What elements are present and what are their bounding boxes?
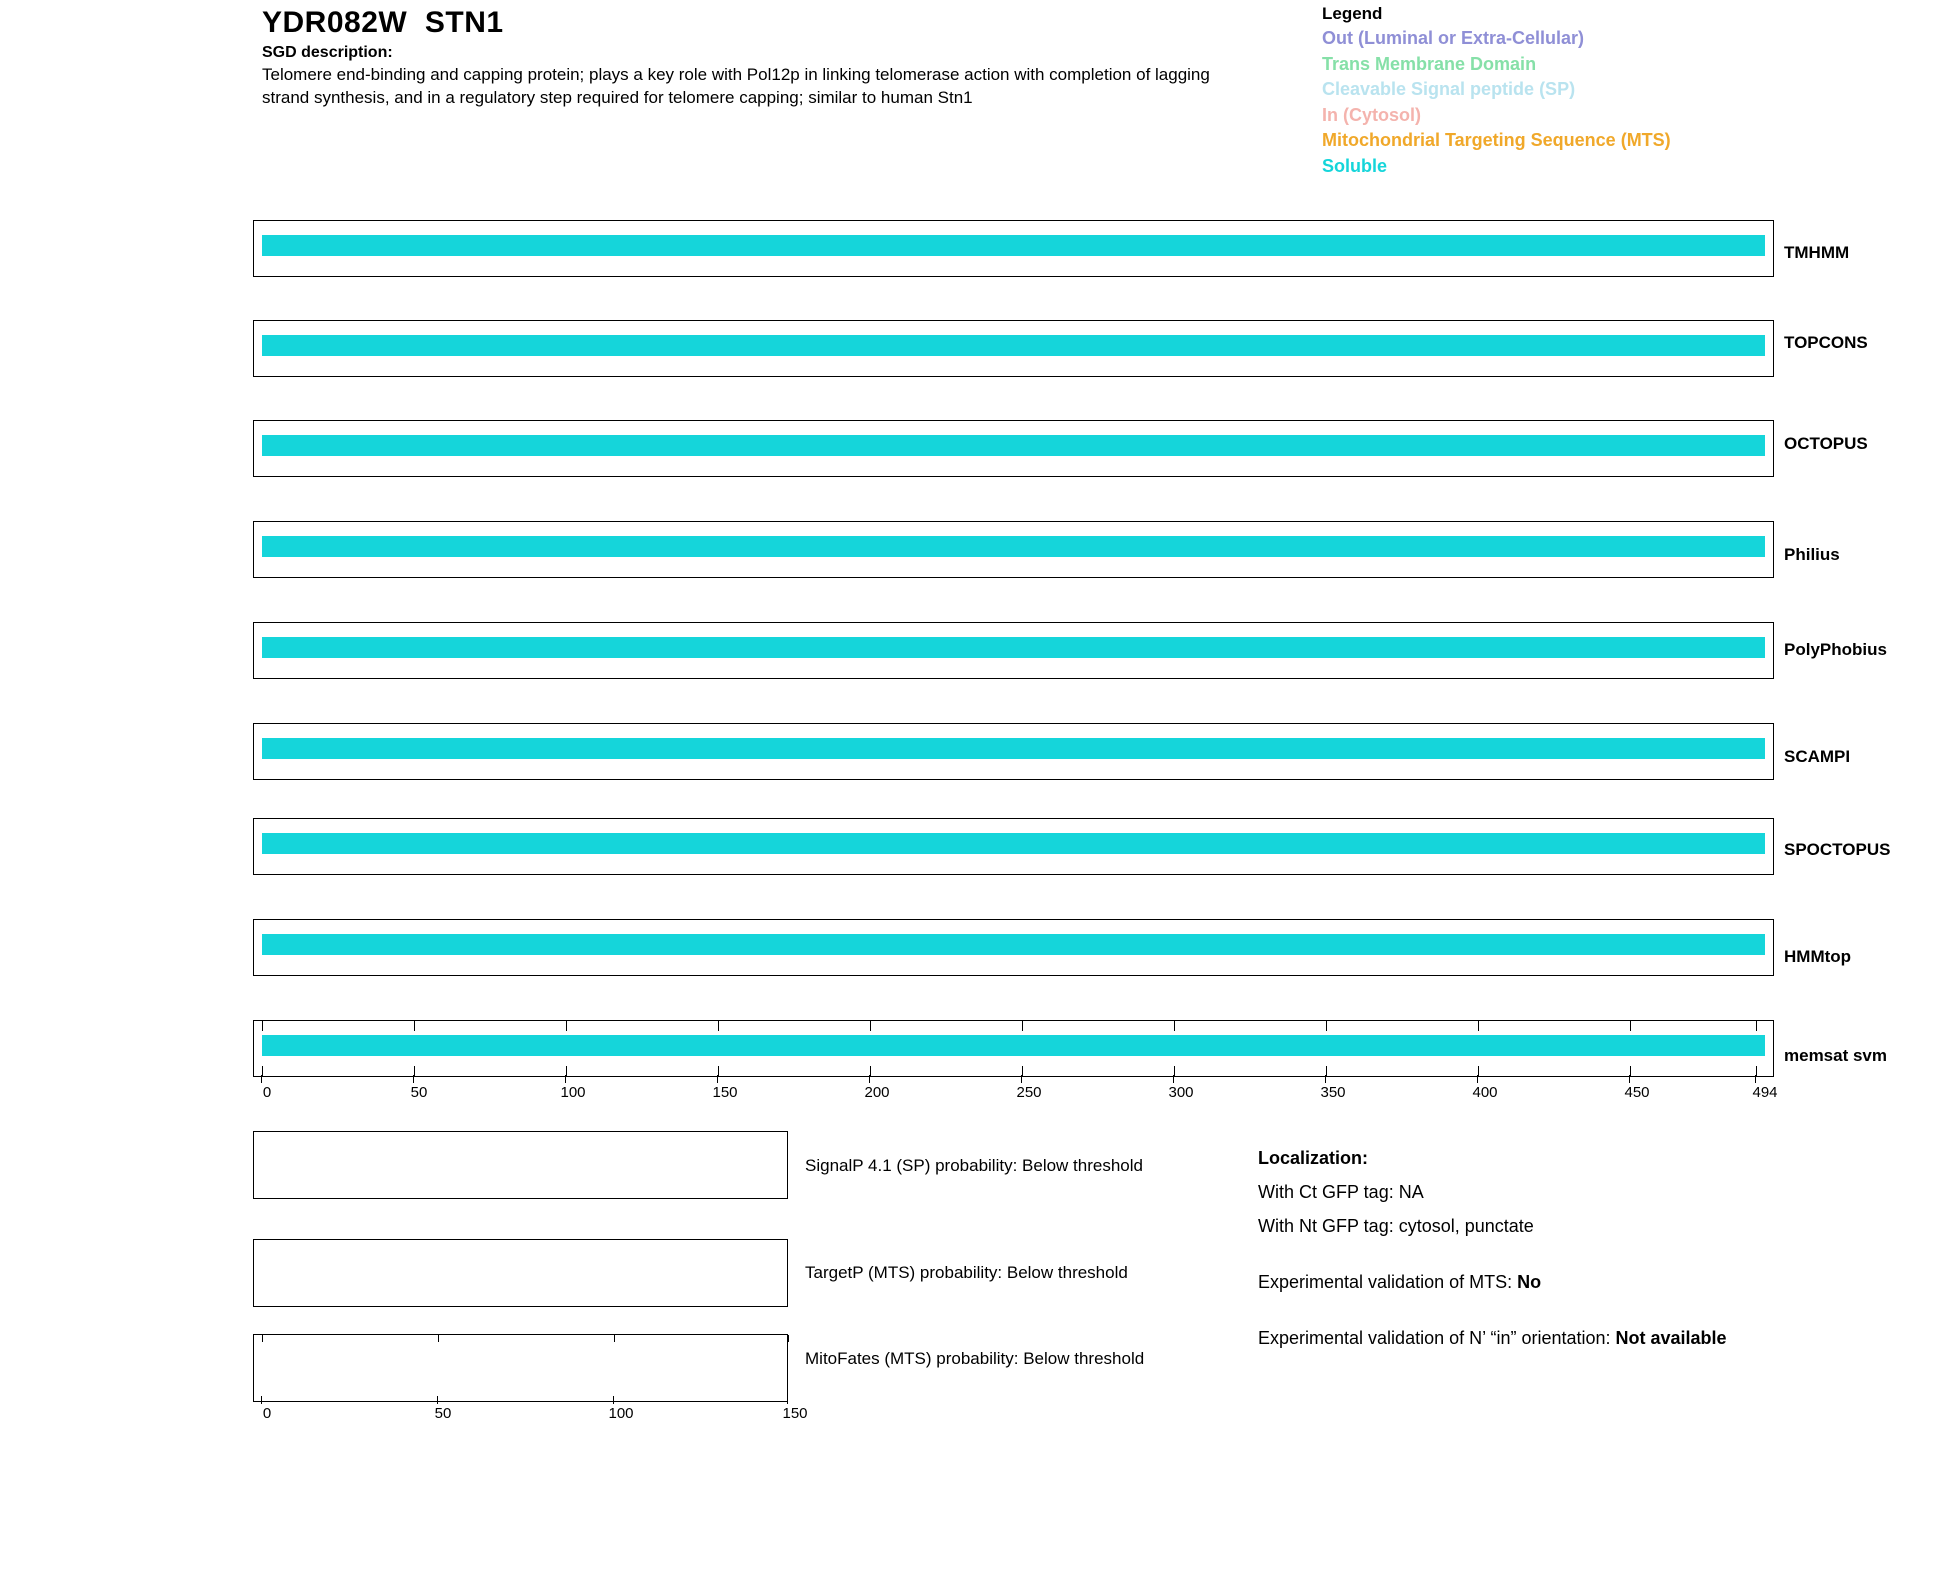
track-polyphobius	[253, 622, 1774, 679]
track-bar-soluble	[262, 435, 1765, 456]
legend-item-out: Out (Luminal or Extra-Cellular)	[1322, 28, 1585, 48]
axis-tick	[1174, 1021, 1175, 1031]
track-bar-soluble	[262, 335, 1765, 356]
axis-tick	[261, 1396, 262, 1404]
track-bar-soluble	[262, 1035, 1765, 1056]
legend-item-mts: Mitochondrial Targeting Sequence (MTS)	[1322, 130, 1671, 151]
sgd-description-text: Telomere end-binding and capping protein; plays a key role with Pol12p in linking telomerase action with completion of lagging strand synthesis, and in a regulatory step required for telomere capping; similar to human Stn1	[262, 65, 1210, 108]
axis-label: 150	[782, 1405, 808, 1422]
mitofates-panel	[253, 1334, 788, 1402]
orientation-validation	[1258, 1325, 1898, 1351]
axis-label: 100	[560, 1084, 586, 1101]
axis-tick	[614, 1335, 615, 1342]
axis-tick	[1478, 1021, 1479, 1031]
axis-tick	[1022, 1021, 1023, 1031]
legend	[1322, 4, 1882, 179]
legend-item-tmd: Trans Membrane Domain	[1322, 53, 1537, 74]
track-topcons	[253, 320, 1774, 377]
spacer	[1258, 1247, 1898, 1269]
targetp-panel	[253, 1239, 788, 1307]
axis-label: 350	[1320, 1084, 1346, 1101]
axis-tick	[438, 1335, 439, 1342]
axis-tick	[1325, 1075, 1326, 1083]
signalp-panel	[253, 1131, 788, 1199]
axis-label: 50	[410, 1084, 428, 1101]
axis-tick	[566, 1021, 567, 1031]
axis-tick	[1629, 1075, 1630, 1083]
axis-tick	[788, 1335, 789, 1342]
axis-tick	[1021, 1075, 1022, 1083]
header	[262, 6, 1262, 110]
signalp-probability-text: SignalP 4.1 (SP) probability: Below threshold	[805, 1156, 1143, 1175]
localization-panel	[1258, 1145, 1898, 1359]
track-label-polyphobius: PolyPhobius	[1784, 640, 1887, 659]
axis-label: 50	[434, 1405, 452, 1422]
track-scampi	[253, 723, 1774, 780]
axis-tick	[414, 1021, 415, 1031]
axis-tick	[262, 1335, 263, 1342]
axis-tick	[261, 1075, 262, 1083]
axis-tick	[262, 1021, 263, 1031]
axis-label: 400	[1472, 1084, 1498, 1101]
axis-tick	[1756, 1021, 1757, 1031]
track-bar-soluble	[262, 738, 1765, 759]
axis-tick	[718, 1021, 719, 1031]
localization-ct-gfp: With Ct GFP tag: NA	[1258, 1182, 1424, 1203]
page-title: YDR082W STN1	[262, 6, 504, 39]
track-bar-soluble	[262, 833, 1765, 854]
axis-label: 494	[1752, 1084, 1778, 1101]
axis-tick	[613, 1396, 614, 1404]
axis-tick	[413, 1075, 414, 1083]
axis-label: 200	[864, 1084, 890, 1101]
track-label-octopus: OCTOPUS	[1784, 434, 1868, 453]
orientation-validation-value: Not available	[1615, 1328, 1727, 1349]
axis-tick	[1326, 1021, 1327, 1031]
track-spoctopus	[253, 818, 1774, 875]
legend-title: Legend	[1322, 4, 1383, 23]
axis-tick	[1477, 1075, 1478, 1083]
axis-label: 100	[608, 1405, 634, 1422]
axis-tick	[717, 1075, 718, 1083]
track-label-spoctopus: SPOCTOPUS	[1784, 840, 1891, 859]
legend-item-in-cytosol: In (Cytosol)	[1322, 104, 1421, 125]
axis-label: 0	[262, 1405, 272, 1422]
axis-label: 450	[1624, 1084, 1650, 1101]
mts-validation-value: No	[1517, 1272, 1542, 1293]
axis-label: 250	[1016, 1084, 1042, 1101]
localization-title: Localization:	[1258, 1148, 1369, 1168]
axis-tick	[565, 1075, 566, 1083]
axis-tick	[870, 1021, 871, 1031]
axis-label: 150	[712, 1084, 738, 1101]
axis-tick	[869, 1075, 870, 1083]
spacer	[1258, 1303, 1898, 1325]
localization-nt-gfp: With Nt GFP tag: cytosol, punctate	[1258, 1216, 1534, 1237]
legend-item-soluble: Soluble	[1322, 155, 1388, 176]
main-axis	[253, 1075, 1778, 1105]
track-label-memsat-svm: memsat svm	[1784, 1046, 1888, 1065]
track-label-scampi: SCAMPI	[1784, 747, 1851, 766]
track-bar-soluble	[262, 934, 1765, 955]
axis-tick	[1173, 1075, 1174, 1083]
axis-label: 300	[1168, 1084, 1194, 1101]
mitofates-axis	[253, 1396, 808, 1424]
track-hmmtop	[253, 919, 1774, 976]
track-tmhmm	[253, 220, 1774, 277]
axis-tick	[1755, 1075, 1756, 1083]
mts-validation-label: Experimental validation of MTS:	[1258, 1272, 1518, 1293]
track-label-hmmtop: HMMtop	[1784, 947, 1852, 966]
axis-tick	[1630, 1021, 1631, 1031]
axis-tick	[437, 1396, 438, 1404]
axis-label: 0	[262, 1084, 272, 1101]
track-bar-soluble	[262, 637, 1765, 658]
legend-item-signal-peptide: Cleavable Signal peptide (SP)	[1322, 79, 1576, 100]
track-memsat-svm	[253, 1020, 1774, 1077]
track-label-tmhmm: TMHMM	[1784, 243, 1850, 262]
track-label-philius: Philius	[1784, 545, 1840, 564]
track-octopus	[253, 420, 1774, 477]
targetp-probability-text: TargetP (MTS) probability: Below threshold	[805, 1263, 1128, 1282]
track-label-topcons: TOPCONS	[1784, 333, 1868, 352]
orientation-validation-label: Experimental validation of N’ “in” orientation:	[1258, 1328, 1616, 1349]
mts-validation	[1258, 1269, 1898, 1295]
track-philius	[253, 521, 1774, 578]
sgd-description-label: SGD description:	[262, 44, 393, 61]
axis-tick	[787, 1396, 788, 1404]
track-bar-soluble	[262, 536, 1765, 557]
mitofates-probability-text: MitoFates (MTS) probability: Below threshold	[805, 1349, 1145, 1368]
track-bar-soluble	[262, 235, 1765, 256]
